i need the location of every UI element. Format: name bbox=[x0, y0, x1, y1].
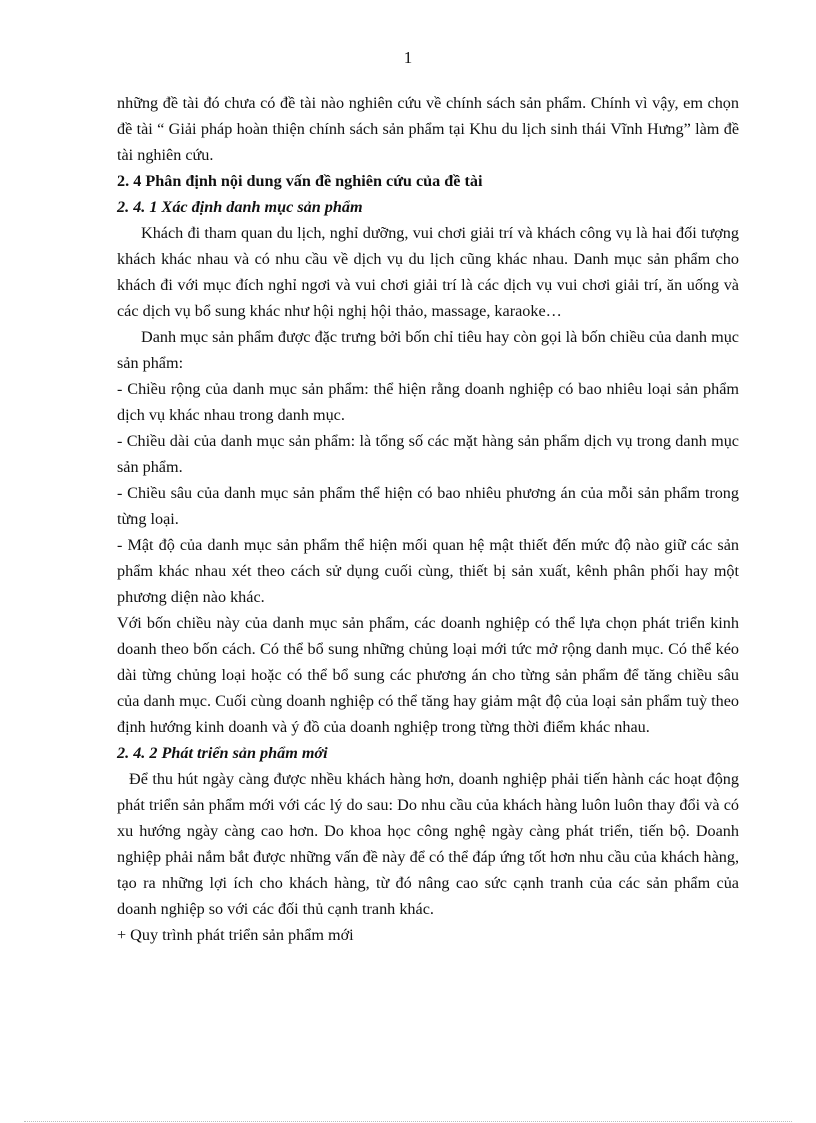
list-item-density: - Mật độ của danh mục sản phẩm thể hiện mối quan hệ mật thiết đến mức độ nào giữ các sản phẩm khác nhau xét theo cách sử dụng cuối cùng, thiết bị sản xuất, kênh phân phối hay một phương diện nào khác. bbox=[117, 536, 739, 606]
list-item-length: - Chiều dài của danh mục sản phẩm: là tổng số các mặt hàng sản phẩm dịch vụ trong danh mục sản phẩm. bbox=[117, 432, 739, 476]
paragraph-process-title: + Quy trình phát triển sản phẩm mới bbox=[117, 926, 354, 944]
paragraph-customer-types: Khách đi tham quan du lịch, nghỉ dưỡng, vui chơi giải trí và khách công vụ là hai đối tượng khách khác nhau và có nhu cầu về dịch vụ du lịch cũng khác nhau. Danh mục sản phẩm cho khách đi với mục đích nghỉ ngơi và vui chơi giải trí là các dịch vụ vui chơi giải trí, ăn uống và các dịch vụ bổ sung khác như hội nghị hội thảo, massage, karaoke… bbox=[117, 224, 739, 320]
paragraph-intro-continuation: những đề tài đó chưa có đề tài nào nghiên cứu về chính sách sản phẩm. Chính vì vậy, em chọn đề tài “ Giải pháp hoàn thiện chính sách sản phẩm tại Khu du lịch sinh thái Vĩnh Hưng” làm đề tài nghiên cứu. bbox=[117, 94, 739, 164]
paragraph-four-ways: Với bốn chiều này của danh mục sản phẩm, các doanh nghiệp có thể lựa chọn phát triển kinh doanh theo bốn cách. Có thể bổ sung những chủng loại mới tức mở rộng danh mục. Có thể kéo dài từng chủng loại hoặc có thể bổ sung các phương án cho từng sản phẩm để tăng chiều sâu của danh mục. Cuối cùng doanh nghiệp có thể tăng hay giảm mật độ của loại sản phẩm tuỳ theo định hướng kinh doanh và ý đồ của doanh nghiệp trong từng thời điểm khác nhau. bbox=[117, 614, 739, 736]
paragraph-new-product-reasons: Để thu hút ngày càng được nhều khách hàng hơn, doanh nghiệp phải tiến hành các hoạt động phát triển sản phẩm mới với các lý do sau: Do nhu cầu của khách hàng luôn luôn thay đổi và có xu hướng ngày càng cao hơn. Do khoa học công nghệ ngày càng phát triển, tiến bộ. Doanh nghiệp phải nắm bắt được những vấn đề này để có thể đáp ứng tốt hơn nhu cầu của khách hàng, tạo ra những lợi ích cho khách hàng, từ đó nâng cao sức cạnh tranh của các sản phẩm của doanh nghiệp so với các đối thủ cạnh tranh khác. bbox=[117, 770, 739, 918]
page-bottom-divider bbox=[24, 1121, 792, 1122]
list-item-depth: - Chiều sâu của danh mục sản phẩm thể hiện có bao nhiêu phương án của mỗi sản phẩm trong từng loại. bbox=[117, 484, 739, 528]
paragraph-catalog-dimensions: Danh mục sản phẩm được đặc trưng bởi bốn chỉ tiêu hay còn gọi là bốn chiều của danh mục sản phẩm: bbox=[117, 328, 739, 372]
section-heading: 2. 4 Phân định nội dung vấn đề nghiên cứu của đề tài bbox=[117, 172, 483, 190]
page-number: 1 bbox=[403, 48, 413, 67]
list-item-width: - Chiều rộng của danh mục sản phẩm: thể hiện rằng doanh nghiệp có bao nhiêu loại sản phẩm dịch vụ khác nhau trong danh mục. bbox=[117, 380, 739, 424]
subsection-heading-product-catalog: 2. 4. 1 Xác định danh mục sản phẩm bbox=[117, 198, 363, 216]
document-body bbox=[117, 90, 739, 948]
subsection-heading-new-products: 2. 4. 2 Phát triển sản phẩm mới bbox=[117, 744, 328, 762]
